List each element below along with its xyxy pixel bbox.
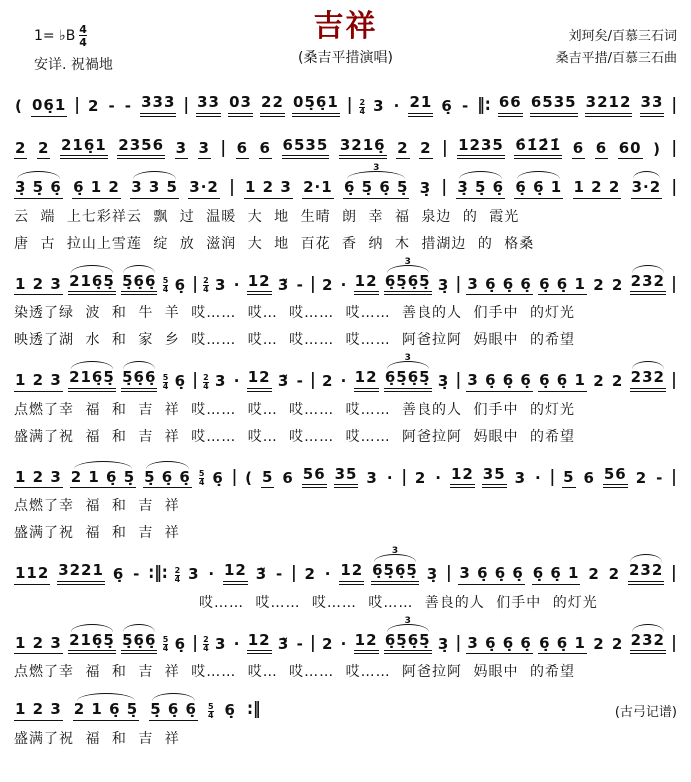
- note-group: ·: [340, 634, 348, 653]
- note-group: ·: [233, 372, 241, 390]
- performer-subtitle: (桑吉平措演唱): [298, 50, 393, 66]
- note-group: 6̣: [224, 701, 236, 719]
- barline: |: [671, 465, 677, 487]
- note-group: 12: [247, 369, 272, 392]
- note-group: -: [276, 565, 284, 583]
- note-group: 2: [611, 275, 624, 294]
- note-group: 2: [14, 140, 27, 160]
- note-group: 3̣: [437, 275, 450, 294]
- note-group: 3̣: [437, 372, 450, 390]
- note-group: 2: [321, 634, 334, 653]
- inline-ts-numerator: 2: [174, 565, 181, 575]
- barline: |: [446, 562, 452, 583]
- note-group: 333: [140, 94, 176, 117]
- note-group: -: [133, 565, 141, 583]
- note-group: 2: [414, 468, 427, 487]
- music-system: [14, 353, 677, 446]
- note-group: 3: [198, 140, 211, 160]
- inline-ts-numerator: 5: [198, 469, 205, 478]
- barline: |: [671, 94, 677, 115]
- note-group: 3 6̣ 6̣ 6̣: [458, 565, 524, 585]
- note-group: 3: [214, 372, 227, 390]
- transcription-note: (古弓记谱): [614, 705, 677, 721]
- note-group: 3̣: [419, 179, 432, 197]
- music-row: [14, 615, 677, 655]
- note-group: 6̣ 1 2: [72, 179, 121, 199]
- note-group: ·: [393, 97, 401, 115]
- time-signature: [79, 24, 87, 48]
- note-group: 66: [498, 94, 523, 117]
- note-group: 6̣: [174, 634, 187, 653]
- note-group: 6: [236, 140, 249, 160]
- music-system: [14, 698, 677, 748]
- note-group: 2: [588, 565, 600, 583]
- note-group: 56: [603, 466, 628, 489]
- barline: |: [220, 136, 227, 158]
- note-group: 1 2 3: [244, 179, 293, 199]
- inline-time-signature: [199, 470, 205, 487]
- note-group: 6: [572, 140, 585, 160]
- note-group: 2: [37, 140, 50, 160]
- inline-ts-denominator: 4: [203, 644, 209, 653]
- note-group: 12: [247, 273, 272, 296]
- note-group: 3: [214, 275, 227, 294]
- note-group: -: [656, 468, 664, 487]
- inline-time-signature: [175, 567, 181, 584]
- inline-ts-denominator: 4: [162, 381, 169, 391]
- note-group: 2: [87, 97, 100, 115]
- song-title: 吉祥: [313, 9, 378, 44]
- note-group: 6: [595, 140, 608, 160]
- note-group: 3̣: [437, 634, 450, 653]
- music-row: [14, 137, 677, 160]
- note-group: 6: [282, 468, 294, 487]
- music-row: [14, 546, 677, 585]
- lyrics-line: 点燃了幸 福 和 吉 祥: [14, 498, 180, 514]
- note-group: 12: [223, 562, 248, 585]
- inline-time-signature: [208, 703, 214, 720]
- barline: :‖:: [148, 562, 168, 583]
- note-group: -: [461, 97, 470, 115]
- note-group: 6̣ 6̣ 1: [532, 565, 581, 585]
- music-system: [14, 163, 677, 253]
- note-group: 12: [247, 632, 272, 655]
- note-group: 3·2: [188, 179, 220, 199]
- note-group: -: [296, 275, 304, 294]
- note-group: 5̣6̣6̣: [121, 273, 157, 296]
- barline: |: [310, 272, 316, 294]
- note-group: 2: [593, 275, 605, 294]
- note-group: 3̣: [426, 565, 439, 583]
- note-group: 3 6̣ 6̣ 6̣: [466, 635, 532, 655]
- triplet-label: 3: [404, 615, 411, 626]
- triplet-label: 3: [391, 546, 399, 556]
- note-group: 232: [630, 273, 666, 296]
- note-group: 2: [321, 372, 334, 390]
- score: [14, 94, 677, 748]
- note-group: 12: [450, 466, 475, 489]
- note-group: 3: [188, 565, 200, 583]
- tempo-mood-text: 安详. 祝禍地: [34, 57, 113, 73]
- music-system: [14, 256, 677, 350]
- inline-time-signature: [203, 636, 209, 653]
- inline-time-signature: [163, 636, 169, 653]
- note-group: 1 2 3: [14, 635, 63, 655]
- note-group: 12: [339, 562, 364, 585]
- note-group: 12: [354, 273, 379, 296]
- note-group: 2: [304, 565, 316, 583]
- note-group: ·: [435, 468, 442, 487]
- inline-ts-numerator: 5: [162, 635, 169, 644]
- note-group: 216̣5̣: [68, 273, 116, 296]
- note-group: 6: [259, 140, 272, 160]
- note-group: 3̃: [277, 372, 290, 390]
- key-and-mood: [14, 10, 298, 74]
- note-group: -: [296, 372, 304, 390]
- note-group: 2: [611, 372, 624, 390]
- note-group: -: [124, 97, 133, 115]
- music-system: [14, 466, 677, 543]
- note-group: (: [245, 468, 254, 487]
- note-group: 3̃: [277, 275, 290, 294]
- note-group: ·: [535, 468, 542, 487]
- note-group: 1 2 3: [14, 276, 63, 296]
- inline-time-signature: [163, 277, 169, 294]
- note-group: 2: [321, 275, 334, 294]
- note-group: 6̣5̣6̣5̣ 3: [371, 562, 419, 585]
- note-group: 35: [334, 466, 359, 489]
- barline: |: [671, 136, 677, 158]
- note-group: 5: [261, 469, 274, 489]
- barline: |: [441, 176, 447, 197]
- note-group: 5̣ 6̣ 6̣: [149, 701, 198, 721]
- barline: |: [310, 369, 316, 390]
- barline: |: [455, 272, 462, 294]
- barline: |: [455, 631, 462, 653]
- inline-time-signature: [359, 99, 365, 116]
- note-group: 3 3 5: [130, 179, 179, 199]
- note-group: ·: [340, 275, 348, 294]
- note-group: 6̣5̣6̣5̣ 3: [384, 632, 432, 655]
- note-group: ): [653, 139, 661, 158]
- music-row: [14, 94, 677, 117]
- barline: |: [346, 94, 353, 115]
- barline: |: [671, 562, 677, 583]
- barline: |: [442, 136, 448, 158]
- note-group: ·: [233, 634, 241, 653]
- barline: |: [671, 369, 677, 390]
- barline: |: [183, 94, 190, 115]
- note-group: 21: [408, 94, 433, 117]
- note-group: 22: [260, 94, 285, 117]
- note-group: 216̣1: [60, 137, 108, 160]
- note-group: 35: [482, 466, 507, 489]
- note-group: 03: [228, 94, 253, 117]
- note-group: 6̣: [174, 275, 187, 294]
- inline-time-signature: [163, 374, 169, 391]
- note-group: 3̣ 5̣ 6̣: [456, 179, 505, 199]
- music-row: [14, 466, 677, 489]
- note-group: 6̣5̣6̣5̣ 3: [384, 369, 432, 392]
- key-signature: 1= ♭B: [34, 28, 76, 44]
- barline: |: [74, 94, 80, 115]
- note-group: 3212: [585, 94, 633, 117]
- note-group: 1 2 3: [14, 372, 63, 392]
- note-group: 5̣ 6̣ 6̣: [143, 469, 192, 489]
- barline: |: [671, 631, 677, 653]
- inline-ts-numerator: 5: [162, 372, 169, 382]
- lyricist-credit: 刘珂矣/百慕三石词: [568, 29, 677, 44]
- music-system: [14, 546, 677, 612]
- music-row: [14, 163, 677, 199]
- note-group: 3: [214, 634, 227, 653]
- note-group: -: [296, 634, 304, 653]
- note-group: 3: [366, 468, 378, 487]
- note-group: 6̣: [212, 468, 224, 487]
- barline: |: [671, 272, 677, 294]
- music-system: [14, 615, 677, 682]
- barline: |: [310, 631, 316, 653]
- barline: |: [229, 176, 235, 197]
- note-group: 216̣5̣: [68, 632, 116, 655]
- composer-credit: 桑吉平措/百慕三石曲: [555, 51, 677, 67]
- note-group: ·: [233, 275, 241, 294]
- barline: |: [192, 272, 198, 294]
- barline: |: [291, 562, 297, 583]
- note-group: 6̣: [174, 372, 187, 390]
- inline-time-signature: [203, 277, 209, 294]
- note-group: 3 6̣ 6̣ 6̣: [466, 372, 532, 392]
- note-group: 2: [419, 140, 432, 160]
- note-group: 12: [354, 632, 379, 655]
- inline-ts-numerator: 5: [207, 701, 214, 711]
- key-line: [34, 24, 298, 48]
- note-group: 5: [562, 469, 575, 489]
- note-group: ·: [208, 565, 216, 583]
- note-group: 3·2: [631, 179, 663, 199]
- note-group: 3 6̣ 6̣ 6̣: [466, 276, 532, 296]
- music-row: [14, 256, 677, 296]
- note-group: 2: [593, 634, 605, 653]
- lyrics-line: 哎…… 哎…… 哎…… 哎…… 善良的人 们手中 的灯光: [199, 594, 598, 611]
- music-row: [14, 698, 677, 721]
- inline-ts-denominator: 4: [203, 285, 209, 294]
- barline: |: [455, 369, 462, 390]
- note-group: 3216̣: [339, 137, 387, 160]
- note-group: 232: [628, 562, 664, 585]
- note-group: 1 2 2: [573, 179, 622, 199]
- note-group: 6̣ 6̣ 1: [514, 179, 563, 199]
- inline-ts-numerator: 2: [203, 276, 209, 285]
- note-group: 112: [14, 565, 50, 585]
- music-system: [14, 94, 677, 117]
- note-group: 56: [302, 466, 327, 489]
- note-group: 6̣: [112, 565, 125, 583]
- lyrics-line: 点燃了幸 福 和 吉 祥 哎…… 哎… 哎…… 哎…… 善良的人 们手中 的灯光: [14, 401, 575, 418]
- note-group: 3: [373, 97, 385, 115]
- title-block: [298, 10, 393, 67]
- note-group: 3̃: [277, 634, 290, 653]
- time-signature-denominator: 4: [79, 36, 87, 49]
- note-group: 1 2 3: [14, 469, 63, 489]
- inline-ts-denominator: 4: [162, 644, 169, 653]
- inline-time-signature: [203, 374, 209, 391]
- triplet-label: 3: [404, 353, 411, 363]
- note-group: 2356: [117, 137, 165, 160]
- note-group: 33: [196, 94, 221, 117]
- note-group: 60: [618, 140, 643, 160]
- lyrics-line: 染透了绿 波 和 牛 羊 哎…… 哎… 哎…… 哎…… 善良的人 们手中 的灯光: [14, 305, 575, 321]
- barline: |: [671, 176, 677, 197]
- note-group: 6̣ 6̣ 1: [538, 276, 587, 296]
- lyrics-line: 唐 古 拉山上雪莲 绽 放 滋润 大 地 百花 香 纳 木 措湖边 的 格桑: [14, 235, 535, 252]
- note-group: 6̣ 6̣ 1: [538, 635, 587, 655]
- note-group: ·: [324, 565, 332, 583]
- note-group: (: [15, 97, 23, 115]
- inline-ts-denominator: 4: [174, 574, 181, 584]
- note-group: ·: [340, 372, 348, 390]
- header: [14, 10, 677, 74]
- barline: :‖: [246, 698, 261, 719]
- lyrics-line: 盛满了祝 福 和 吉 祥 哎…… 哎… 哎…… 哎…… 阿爸拉阿 妈眼中 的希望: [14, 428, 575, 445]
- note-group: 2: [635, 468, 648, 487]
- credits: [393, 10, 677, 70]
- lyrics-line: 盛满了祝 福 和 吉 祥: [14, 525, 180, 541]
- note-group: 06̣1: [31, 97, 67, 117]
- barline: |: [549, 465, 556, 487]
- inline-ts-numerator: 2: [203, 372, 209, 382]
- note-group: 6535: [530, 94, 578, 117]
- note-group: 2·1: [302, 179, 334, 199]
- note-group: 2: [611, 634, 624, 653]
- note-group: 5̣6̣6̣: [121, 632, 157, 655]
- note-group: 3̣ 5̣ 6̣: [14, 179, 63, 199]
- inline-ts-numerator: 5: [162, 276, 169, 285]
- inline-ts-denominator: 4: [198, 478, 205, 487]
- inline-ts-denominator: 4: [162, 285, 169, 294]
- barline: |: [192, 631, 198, 653]
- note-group: 6̣ 6̣ 1: [538, 372, 587, 392]
- inline-ts-denominator: 4: [359, 106, 366, 116]
- note-group: 2 1 6̣ 5̣: [73, 701, 139, 721]
- note-group: 33: [640, 94, 665, 117]
- lyrics-line: 映透了湖 水 和 家 乡 哎…… 哎… 哎…… 哎…… 阿爸拉阿 妈眼中 的希望: [14, 332, 575, 348]
- note-group: 6̣ 5̣ 6̣ 5̣ 3: [343, 179, 409, 199]
- inline-ts-denominator: 4: [207, 710, 214, 720]
- note-group: 3: [514, 468, 527, 487]
- music-system: [14, 137, 677, 160]
- note-group: 6̣5̣6̣5̣ 3: [384, 273, 432, 296]
- note-group: 2: [608, 565, 621, 583]
- note-group: 12: [354, 369, 379, 392]
- triplet-label: 3: [404, 256, 411, 267]
- time-signature-numerator: 4: [79, 23, 87, 36]
- lyrics-line: 点燃了幸 福 和 吉 祥 哎…… 哎… 哎…… 哎…… 阿爸拉阿 妈眼中 的希望: [14, 664, 575, 680]
- barline: ‖:: [477, 94, 491, 115]
- note-group: 1235: [457, 137, 505, 160]
- inline-ts-denominator: 4: [203, 381, 209, 391]
- lyrics-line: 盛满了祝 福 和 吉 祥: [14, 730, 180, 747]
- barline: |: [192, 369, 198, 390]
- note-group: 232: [630, 632, 666, 655]
- note-group: 2: [396, 140, 409, 160]
- note-group: 05̣6̣1: [292, 94, 340, 117]
- inline-ts-numerator: 2: [203, 635, 209, 644]
- triplet-label: 3: [373, 163, 380, 173]
- note-group: 6535: [282, 137, 330, 160]
- note-group: 6: [583, 468, 595, 487]
- note-group: 2 1 6̣ 5̣: [70, 469, 136, 489]
- note-group: 5̣6̣6̣: [121, 369, 157, 392]
- note-group: 3̃: [255, 565, 268, 583]
- note-group: 3: [175, 140, 188, 160]
- note-group: 232: [630, 369, 666, 392]
- barline: |: [401, 465, 407, 487]
- music-row: [14, 353, 677, 392]
- note-group: 6̇1̇2̇1̇: [514, 137, 562, 160]
- note-group: ·: [386, 468, 394, 487]
- inline-ts-numerator: 2: [359, 97, 366, 107]
- note-group: 3221: [57, 562, 105, 585]
- note-group: 1 2 3: [14, 701, 63, 721]
- note-group: 2: [593, 372, 605, 390]
- note-group: 6̣: [441, 97, 453, 115]
- barline: |: [231, 465, 238, 487]
- note-group: -: [108, 97, 116, 115]
- note-group: 216̣5̣: [68, 369, 116, 392]
- lyrics-line: 云 端 上七彩祥云 飘 过 温暖 大 地 生晴 朗 幸 福 泉边 的 霞光: [14, 208, 520, 225]
